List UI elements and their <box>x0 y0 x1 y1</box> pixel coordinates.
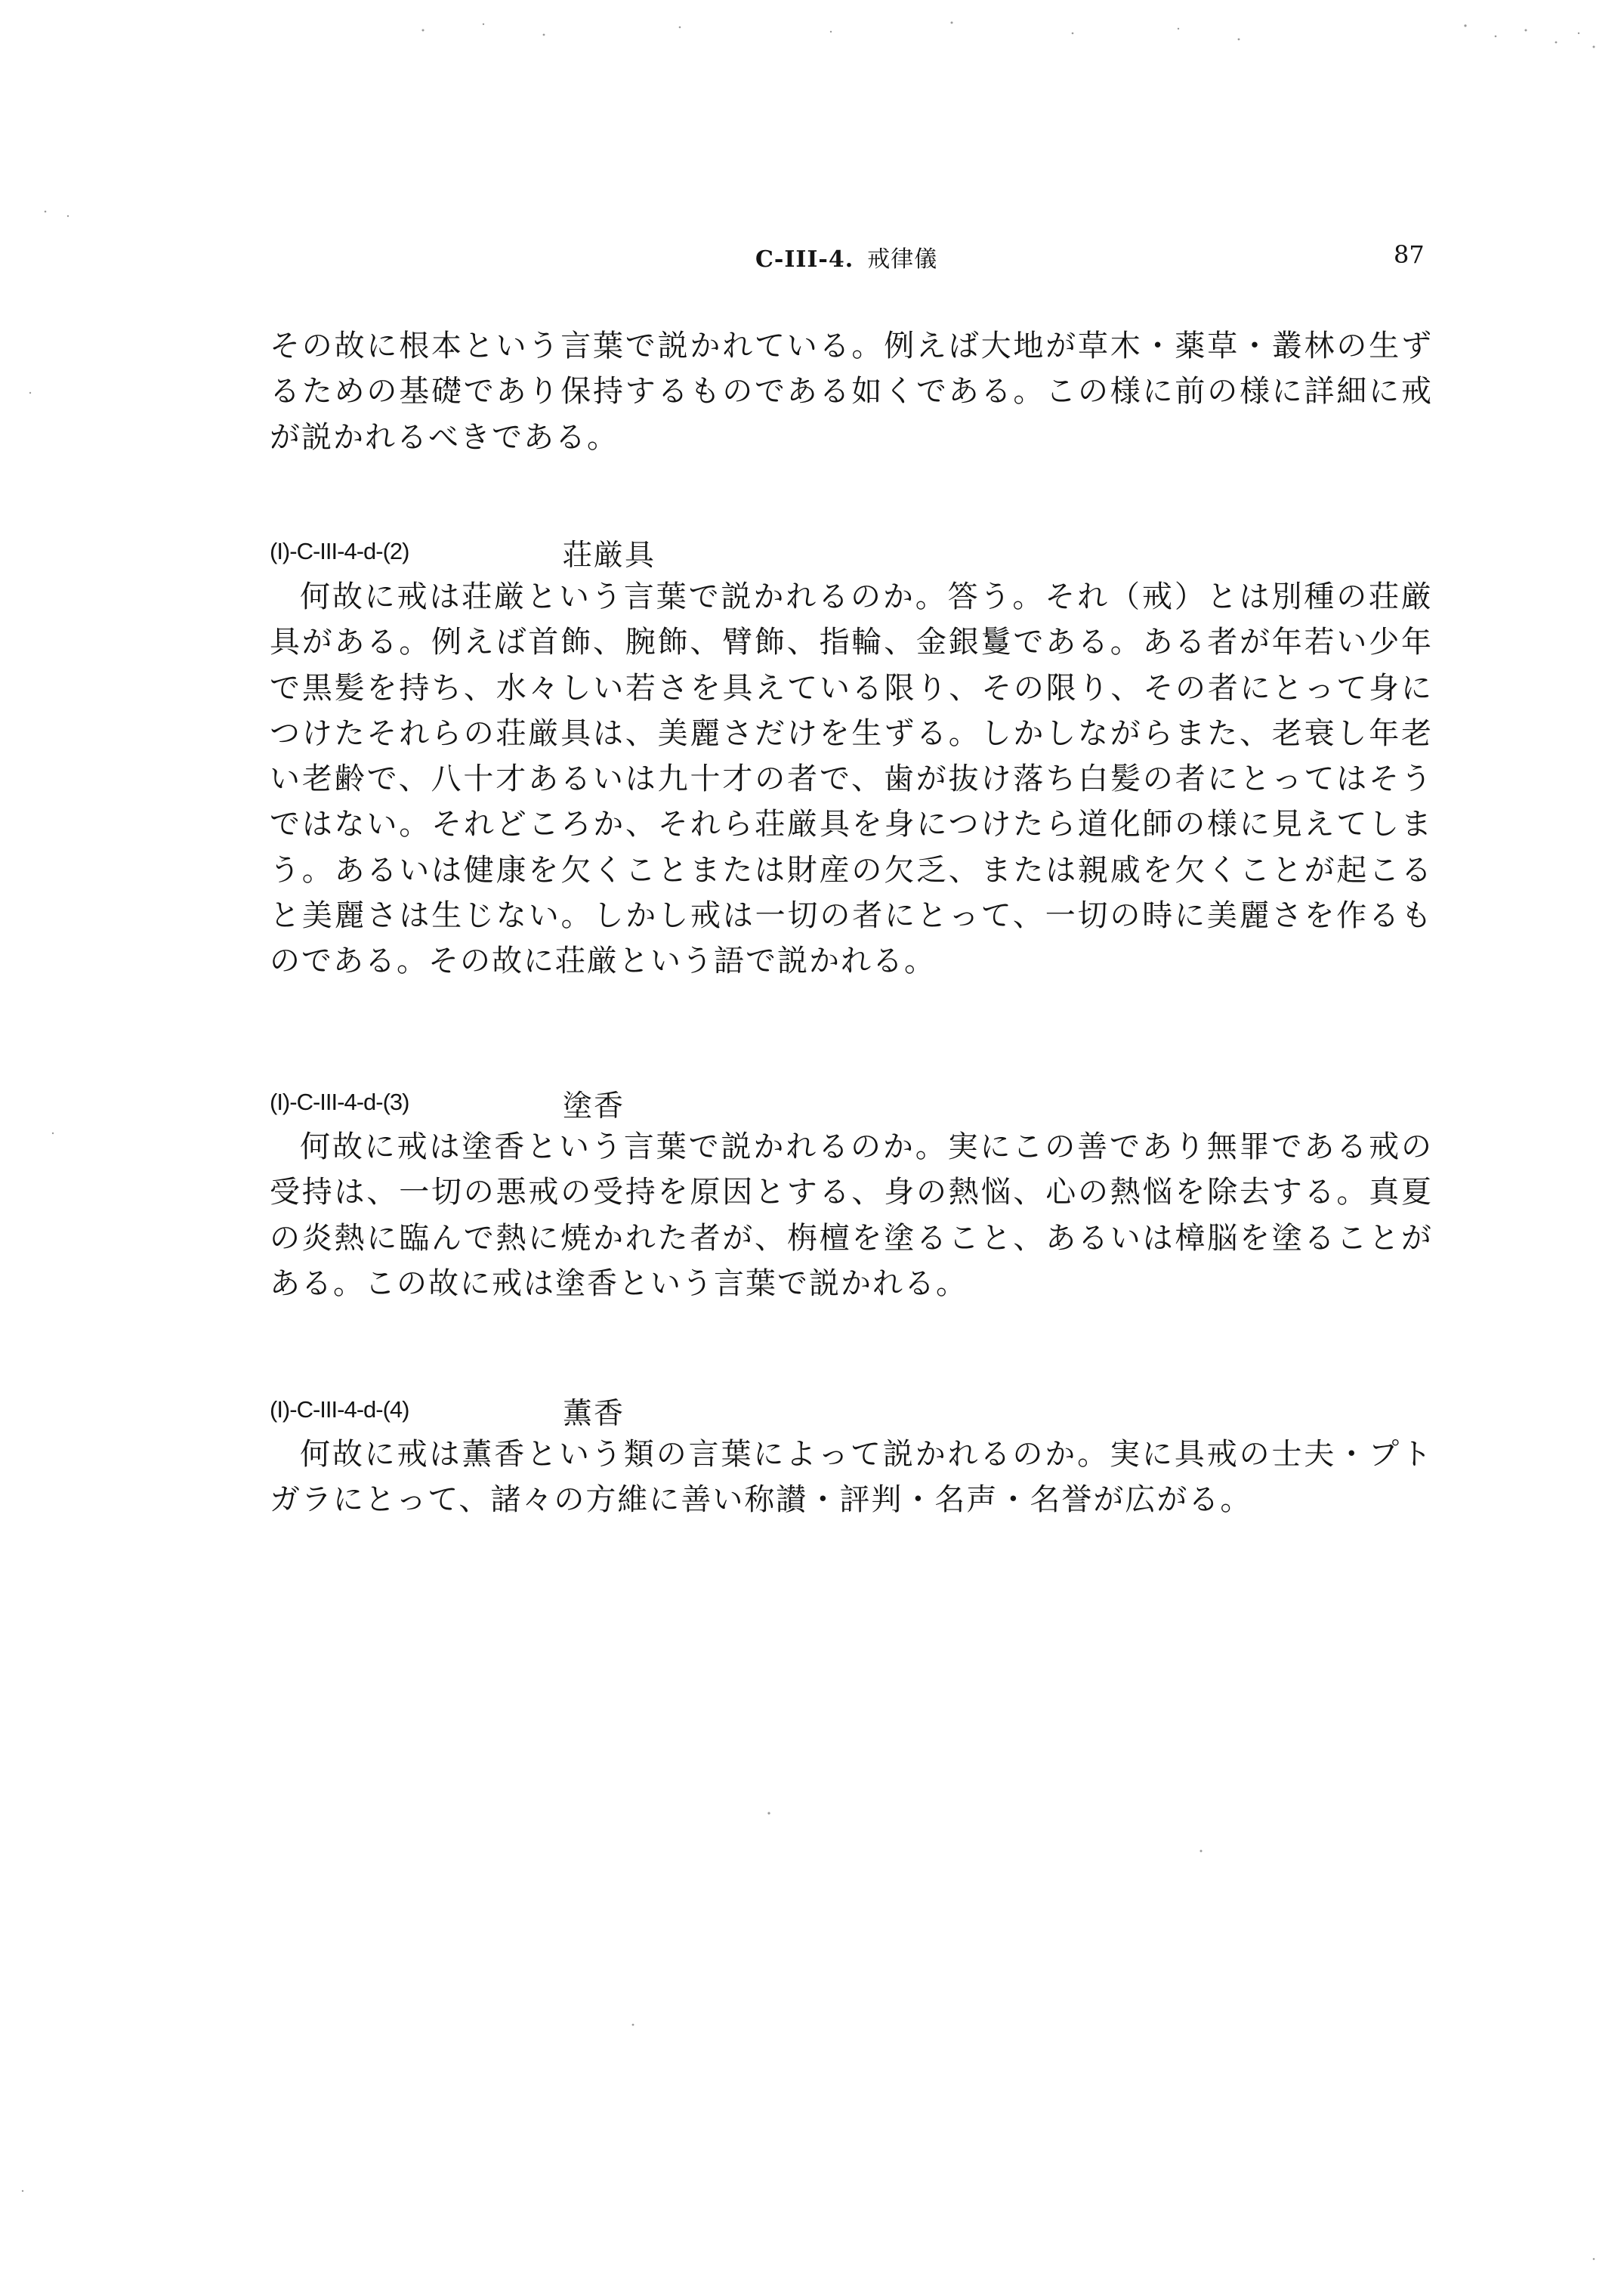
header-section-title: 戒律儀 <box>867 246 938 273</box>
section-heading <box>270 532 1327 573</box>
section-body-block <box>270 574 1433 984</box>
section-body-block <box>270 1432 1433 1523</box>
section-code: (I)-C-III-4-d-(3) <box>270 1089 409 1115</box>
section-body: 何故に戒は荘厳という言葉で説かれるのか。答う。それ（戒）とは別種の荘厳具がある。例えば首飾、腕飾、臂飾、指輪、金銀鬘である。ある者が年若い少年で黒髪を持ち、水々しい若さを具えている限り、その限り、その者にとって身につけたそれらの荘厳具は、美麗さだけを生ずる。しかしながらまた、老衰し年老い老齢で、八十才あるいは九十才の者で、歯が抜け落ち白髪の者にとってはそうではない。それどころか、それら荘厳具を身につけたら道化師の様に見えてしまう。あるいは健康を欠くことまたは財産の欠乏、または親戚を欠くことが起こると美麗さは生じない。しかし戒は一切の者にとって、一切の時に美麗さを作るものである。その故に荘厳という語で説かれる。 <box>270 579 1433 979</box>
section-heading <box>270 1083 1327 1123</box>
section-body: 何故に戒は薫香という類の言葉によって説かれるのか。実に具戒の士夫・プトガラにとって、諸々の方維に善い称讃・評判・名声・名誉が広がる。 <box>270 1437 1433 1518</box>
section-heading <box>270 1390 1327 1431</box>
section-body: 何故に戒は塗香という言葉で説かれるのか。実にこの善であり無罪である戒の受持は、一切の悪戒の受持を原因とする、身の熱悩、心の熱悩を除去する。真夏の炎熱に臨んで熱に焼かれた者が、栴檀を塗ること、あるいは樟脳を塗ることがある。この故に戒は塗香という言葉で説かれる。 <box>270 1129 1433 1301</box>
section-title: 塗香 <box>563 1089 625 1123</box>
intro-paragraph-block <box>270 323 1433 460</box>
section-code: (I)-C-III-4-d-(2) <box>270 538 409 564</box>
header-section-code: C-III-4. <box>755 246 854 273</box>
section-title: 薫香 <box>563 1397 625 1431</box>
page-number: 87 <box>1394 240 1425 269</box>
section-body-block <box>270 1124 1433 1306</box>
intro-paragraph: その故に根本という言葉で説かれている。例えば大地が草木・薬草・叢林の生ずるための基礎であり保持するものである如くである。この様に前の様に詳細に戒が説かれるべきである。 <box>270 329 1433 455</box>
section-code: (I)-C-III-4-d-(4) <box>270 1396 409 1423</box>
running-header-title <box>755 240 937 273</box>
running-header <box>0 240 1624 286</box>
section-title: 荘厳具 <box>563 539 656 573</box>
